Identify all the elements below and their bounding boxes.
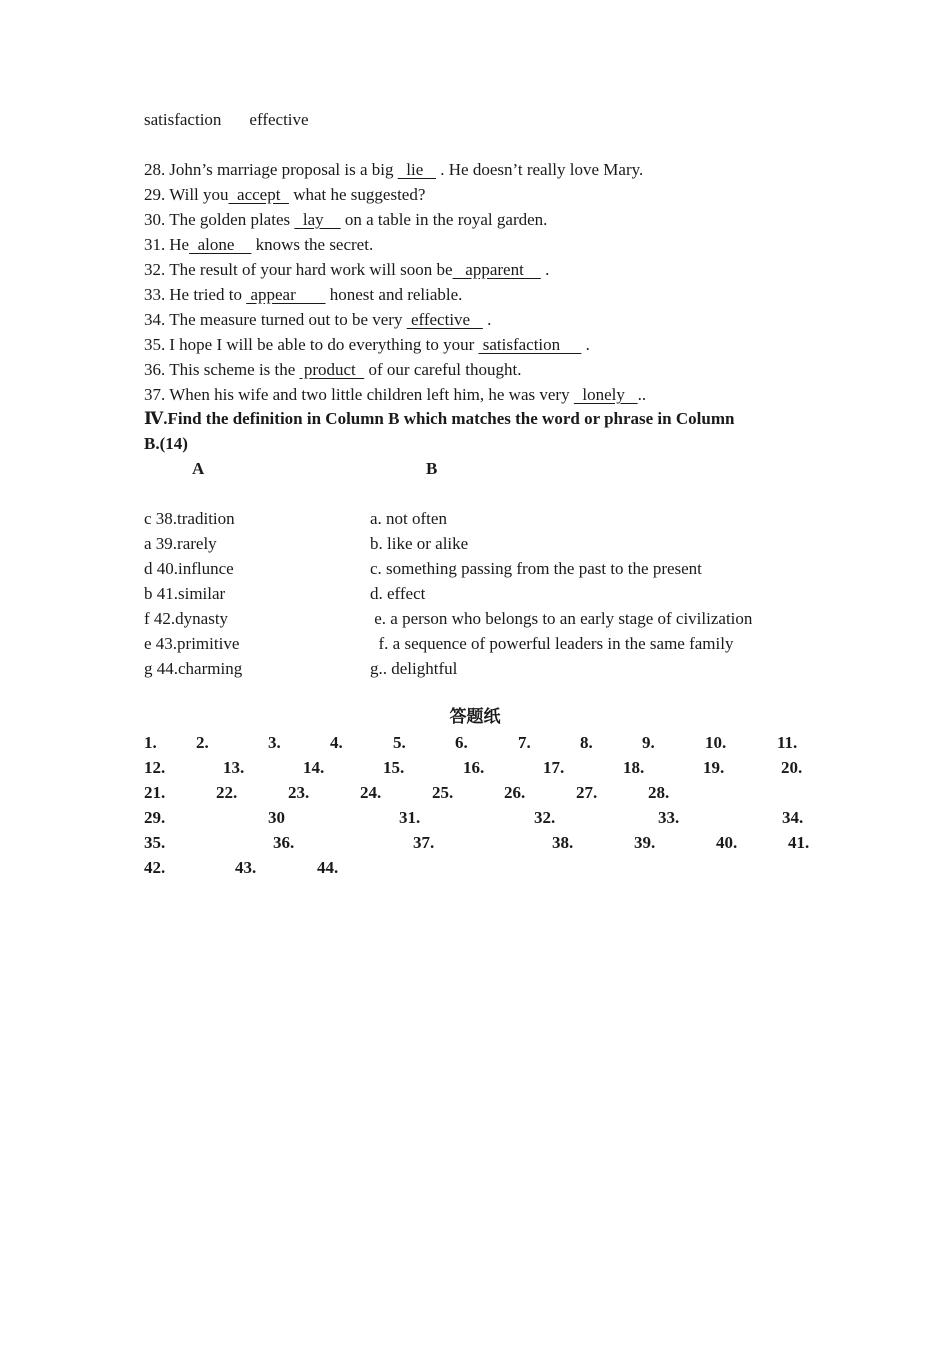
question-number: 37. — [144, 385, 166, 404]
question-line — [144, 310, 491, 330]
answer-sheet-number: 37. — [413, 833, 435, 852]
answer-sheet-number: 13. — [223, 758, 245, 777]
filled-answer: lie — [397, 160, 437, 179]
column-b-definition: b. like or alike — [370, 534, 469, 553]
answer-sheet-number: 4. — [330, 733, 343, 752]
column-a-item: b 41.similar — [144, 584, 226, 603]
question-text: . He doesn’t really love Mary. — [436, 160, 644, 179]
question-number: 30. — [144, 210, 166, 229]
answer-sheet-number: 14. — [303, 758, 325, 777]
question-text: He tried to — [169, 285, 247, 304]
answer-sheet-number: 22. — [216, 783, 238, 802]
answer-sheet-number: 41. — [788, 833, 810, 852]
question-text: Will you — [169, 185, 229, 204]
answer-sheet-number: 40. — [716, 833, 738, 852]
question-line — [144, 210, 547, 230]
answer-sheet-number: 24. — [360, 783, 382, 802]
answer-sheet-number: 33. — [658, 808, 680, 827]
filled-answer: effective — [406, 310, 483, 329]
answer-sheet-number: 28. — [648, 783, 670, 802]
answer-sheet-number: 12. — [144, 758, 166, 777]
filled-answer: alone — [189, 235, 252, 254]
question-line — [144, 185, 425, 205]
answer-sheet-number: 38. — [552, 833, 574, 852]
answer-sheet-number: 9. — [642, 733, 655, 752]
filled-answer: lonely — [573, 385, 638, 404]
question-line — [144, 160, 643, 180]
answer-sheet-number: 39. — [634, 833, 656, 852]
answer-sheet-number: 18. — [623, 758, 645, 777]
filled-answer: satisfaction — [478, 335, 582, 354]
column-b-definition: g.. delightful — [370, 659, 458, 678]
question-number: 28. — [144, 160, 166, 179]
question-text: knows the secret. — [251, 235, 374, 254]
column-a-item: f 42.dynasty — [144, 609, 229, 628]
question-text: The measure turned out to be very — [169, 310, 407, 329]
section-heading: Ⅳ.Find the definition in Column B which matches the word or phrase in Column — [144, 409, 735, 428]
column-b-label: B — [426, 459, 438, 478]
answer-sheet-number: 27. — [576, 783, 598, 802]
column-a-item: d 40.influnce — [144, 559, 234, 578]
answer-sheet-number: 35. — [144, 833, 166, 852]
question-text: John’s marriage proposal is a big — [169, 160, 398, 179]
answer-sheet-number: 15. — [383, 758, 405, 777]
word-bank-word: satisfaction — [144, 110, 222, 129]
answer-sheet-number: 8. — [580, 733, 593, 752]
question-text: on a table in the royal garden. — [340, 210, 548, 229]
answer-sheet-number: 34. — [782, 808, 804, 827]
section-heading-cont: B.(14) — [144, 434, 188, 453]
filled-answer: product — [299, 360, 365, 379]
answer-sheet-number: 7. — [518, 733, 531, 752]
question-text: . — [482, 310, 492, 329]
question-text: what he suggested? — [288, 185, 426, 204]
question-line — [144, 260, 549, 280]
question-number: 35. — [144, 335, 166, 354]
answer-sheet-number: 29. — [144, 808, 166, 827]
question-number: 29. — [144, 185, 166, 204]
question-line — [144, 385, 646, 405]
answer-sheet-number: 26. — [504, 783, 526, 802]
column-a-item: g 44.charming — [144, 659, 243, 678]
question-line — [144, 235, 373, 255]
question-text: . — [540, 260, 550, 279]
answer-sheet-number: 17. — [543, 758, 565, 777]
question-number: 31. — [144, 235, 166, 254]
filled-answer: accept — [228, 185, 289, 204]
question-line — [144, 285, 462, 305]
question-text: The golden plates — [169, 210, 295, 229]
filled-answer: apparent — [452, 260, 541, 279]
column-b-definition: c. something passing from the past to the present — [370, 559, 702, 578]
answer-sheet-number: 5. — [393, 733, 406, 752]
answer-sheet-number: 3. — [268, 733, 281, 752]
answer-sheet-number: 42. — [144, 858, 166, 877]
answer-sheet-number: 1. — [144, 733, 157, 752]
column-a-label: A — [192, 459, 205, 478]
answer-sheet-number: 43. — [235, 858, 257, 877]
answer-sheet-number: 32. — [534, 808, 556, 827]
answer-sheet-number: 23. — [288, 783, 310, 802]
answer-sheet-number: 25. — [432, 783, 454, 802]
column-b-definition: f. a sequence of powerful leaders in the same family — [370, 634, 734, 653]
question-number: 36. — [144, 360, 166, 379]
answer-sheet-number: 19. — [703, 758, 725, 777]
answer-sheet-number: 44. — [317, 858, 339, 877]
question-text: This scheme is the — [169, 360, 300, 379]
filled-answer: lay — [294, 210, 341, 229]
column-a-item: a 39.rarely — [144, 534, 217, 553]
answer-sheet-number: 36. — [273, 833, 295, 852]
column-a-item: c 38.tradition — [144, 509, 235, 528]
question-line — [144, 335, 590, 355]
question-number: 34. — [144, 310, 166, 329]
word-bank — [144, 110, 309, 130]
question-text: honest and reliable. — [325, 285, 463, 304]
question-text: .. — [637, 385, 647, 404]
answer-sheet-number: 16. — [463, 758, 485, 777]
column-b-definition: a. not often — [370, 509, 447, 528]
answer-sheet-title: 答题纸 — [449, 707, 501, 727]
question-text: of our careful thought. — [364, 360, 522, 379]
question-text: I hope I will be able to do everything to your — [169, 335, 479, 354]
answer-sheet-number: 6. — [455, 733, 468, 752]
question-line — [144, 360, 521, 380]
question-number: 32. — [144, 260, 166, 279]
question-text: . — [581, 335, 590, 354]
filled-answer: appear — [246, 285, 326, 304]
answer-sheet-number: 11. — [777, 733, 798, 752]
answer-sheet-number: 30 — [268, 808, 285, 827]
column-b-definition: d. effect — [370, 584, 426, 603]
answer-sheet-number: 2. — [196, 733, 209, 752]
column-a-item: e 43.primitive — [144, 634, 240, 653]
answer-sheet-number: 21. — [144, 783, 166, 802]
answer-sheet-number: 10. — [705, 733, 727, 752]
question-text: He — [169, 235, 190, 254]
question-text: When his wife and two little children left him, he was very — [169, 385, 574, 404]
answer-sheet-number: 31. — [399, 808, 421, 827]
word-bank-word: effective — [249, 110, 309, 129]
question-text: The result of your hard work will soon be — [169, 260, 453, 279]
question-number: 33. — [144, 285, 166, 304]
answer-sheet-number: 20. — [781, 758, 803, 777]
column-b-definition: e. a person who belongs to an early stage of civilization — [370, 609, 753, 628]
